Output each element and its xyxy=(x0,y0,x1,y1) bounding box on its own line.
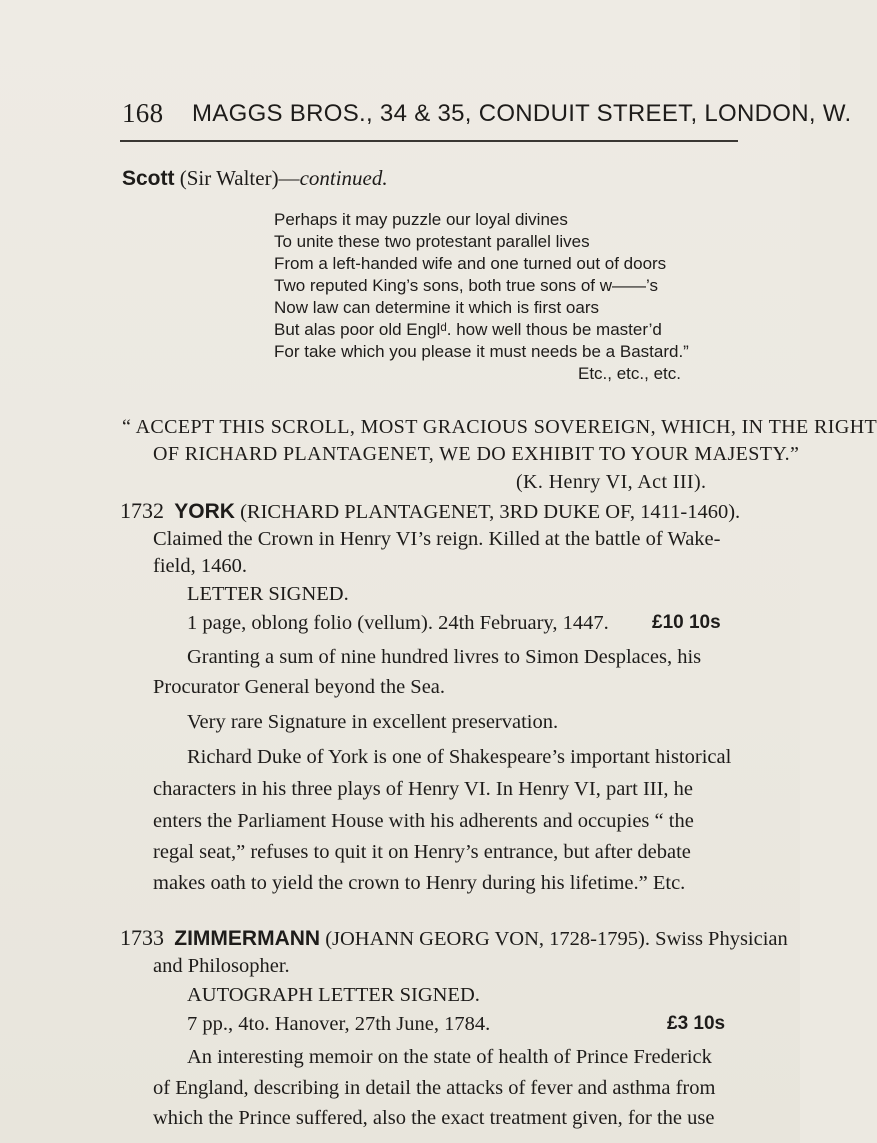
lot-description: field, 1460. xyxy=(153,555,247,577)
lot-number: 1733 xyxy=(120,925,164,950)
lot-price: £10 10s xyxy=(652,612,721,633)
header-rule xyxy=(120,140,738,142)
lot-note: Very rare Signature in excellent preservation. xyxy=(187,711,559,733)
poem-line: Two reputed King’s sons, both true sons of w——’s xyxy=(274,276,658,295)
lot-description: Claimed the Crown in Henry VI’s reign. Killed at the battle of Wake- xyxy=(153,528,721,550)
poem-line: For take which you please it must needs be a Bastard.” xyxy=(274,342,689,361)
lot-paragraph-line: Richard Duke of York is one of Shakespeare’s important historical xyxy=(187,746,732,768)
lot-format: 1 page, oblong folio (vellum). 24th February, 1447. xyxy=(187,612,609,634)
poem-line: From a left-handed wife and one turned out of doors xyxy=(274,254,667,273)
lot-description: and Philosopher. xyxy=(153,955,290,977)
poem-line: Now law can determine it which is first oars xyxy=(274,298,600,317)
lot-paragraph-line: An interesting memoir on the state of health of Prince Frederick xyxy=(187,1046,712,1068)
lot-type: AUTOGRAPH LETTER SIGNED. xyxy=(187,984,480,1006)
scott-name: Scott xyxy=(122,167,175,190)
lot-paragraph-line: regal seat,” refuses to quit it on Henry’s entrance, but after debate xyxy=(153,841,691,863)
lot-paragraph-line: enters the Parliament House with his adherents and occupies “ the xyxy=(153,810,694,832)
poem-line: To unite these two protestant parallel lives xyxy=(274,232,590,251)
scott-heading xyxy=(122,166,388,191)
poem-line: But alas poor old Englᵈ. how well thous be master’d xyxy=(274,320,662,339)
quotation-line: “ ACCEPT THIS SCROLL, MOST GRACIOUS SOVEREIGN, WHICH, IN THE RIGHT xyxy=(122,416,877,438)
scott-name-rest: (Sir Walter)— xyxy=(174,166,300,190)
lot-body: Procurator General beyond the Sea. xyxy=(153,676,446,698)
lot-price: £3 10s xyxy=(667,1013,726,1034)
page-number: 168 xyxy=(122,98,164,128)
lot-heading xyxy=(120,925,788,951)
quotation-source: (K. Henry VI, Act III). xyxy=(516,471,707,493)
lot-paragraph-line: of England, describing in detail the attacks of fever and asthma from xyxy=(153,1077,716,1099)
poem-line: Perhaps it may puzzle our loyal divines xyxy=(274,210,568,229)
continued-label: continued. xyxy=(299,166,388,190)
lot-paragraph-line: which the Prince suffered, also the exact treatment given, for the use xyxy=(153,1107,715,1129)
firm-name: MAGGS BROS., 34 & 35, CONDUIT STREET, LONDON, W. xyxy=(192,100,852,127)
lot-type: LETTER SIGNED. xyxy=(187,583,349,605)
poem-etc: Etc., etc., etc. xyxy=(578,364,681,383)
lot-name: ZIMMERMANN xyxy=(174,927,321,950)
lot-heading xyxy=(120,498,740,524)
lot-title: (JOHANN GEORG VON, 1728-1795). Swiss Physician xyxy=(320,928,788,950)
lot-paragraph-line: makes oath to yield the crown to Henry during his lifetime.” Etc. xyxy=(153,872,686,894)
lot-number: 1732 xyxy=(120,498,164,523)
quotation-line: OF RICHARD PLANTAGENET, WE DO EXHIBIT TO YOUR MAJESTY.” xyxy=(153,443,800,465)
lot-format: 7 pp., 4to. Hanover, 27th June, 1784. xyxy=(187,1013,491,1035)
lot-paragraph-line: characters in his three plays of Henry VI. In Henry VI, part III, he xyxy=(153,778,694,800)
lot-name: YORK xyxy=(174,500,235,523)
lot-title: (RICHARD PLANTAGENET, 3RD DUKE OF, 1411-1460). xyxy=(234,501,741,523)
lot-body: Granting a sum of nine hundred livres to Simon Desplaces, his xyxy=(187,646,702,668)
